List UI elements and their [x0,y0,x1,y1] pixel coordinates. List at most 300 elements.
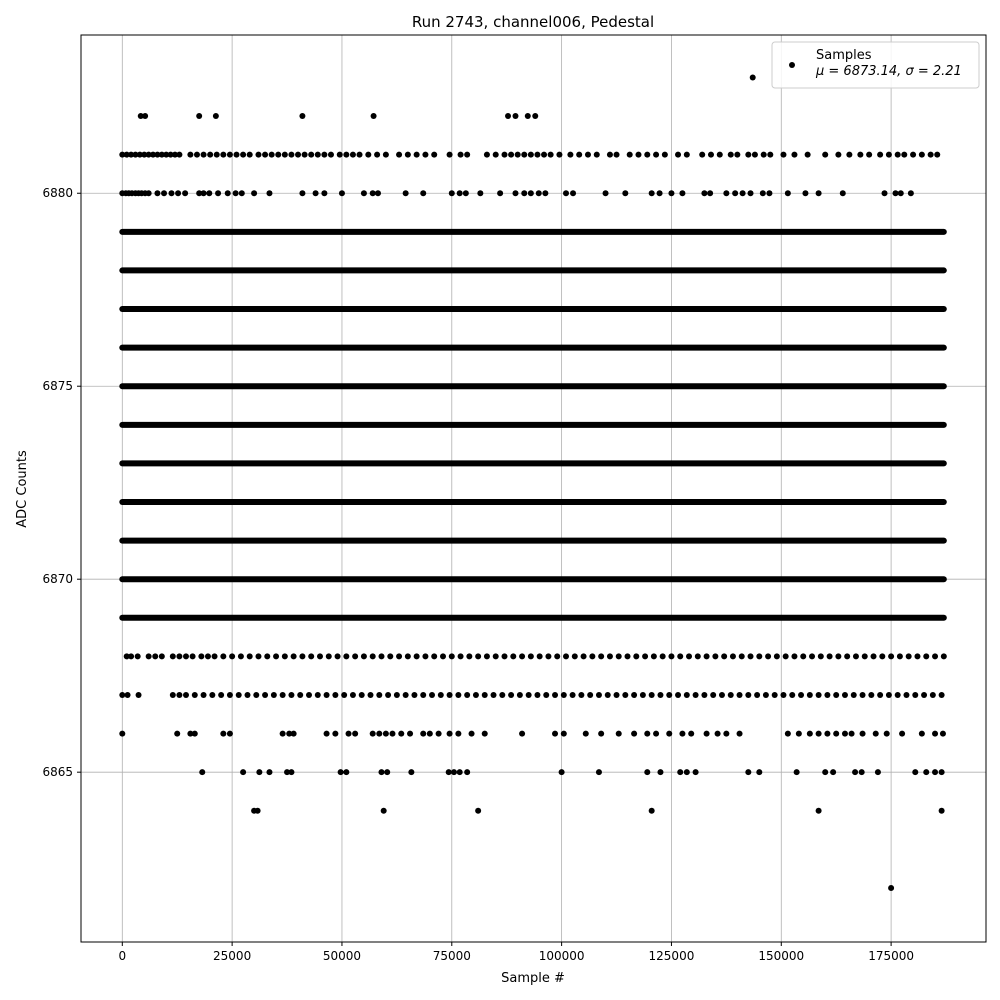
sample-point [884,731,890,737]
sample-point [581,653,587,659]
sample-point [704,653,710,659]
sample-point [921,692,927,698]
sample-point [752,152,758,158]
sample-point [192,731,198,737]
sample-point [234,152,240,158]
sample-point [561,692,567,698]
sample-point [818,653,824,659]
sample-point [475,653,481,659]
sample-point [783,653,789,659]
sample-point [328,152,334,158]
legend-stats-label: μ = 6873.14, σ = 2.21 [816,64,962,79]
sample-point [308,653,314,659]
sample-point [361,190,367,196]
sample-point [343,152,349,158]
sample-point [403,190,409,196]
sample-point [679,190,685,196]
sample-point [754,692,760,698]
sample-point [321,152,327,158]
sample-point [381,808,387,814]
x-tick-label: 175000 [868,949,915,963]
sample-point [701,692,707,698]
sample-point [407,731,413,737]
sample-point [375,190,381,196]
sample-point [859,769,865,775]
sample-point [374,152,380,158]
sample-point [383,152,389,158]
sample-point [447,152,453,158]
x-tick-label: 150000 [758,949,805,963]
sample-point [154,190,160,196]
sample-point [394,692,400,698]
sample-point [919,731,925,737]
sample-point [635,152,641,158]
sample-point [622,190,628,196]
sample-point [852,769,858,775]
sample-point [146,653,152,659]
sample-point [505,113,511,119]
sample-point [170,653,176,659]
sample-point [912,692,918,698]
sample-point [352,653,358,659]
sample-point [572,653,578,659]
sample-point [849,731,855,737]
sample-point [585,152,591,158]
sample-point [740,190,746,196]
sample-point [862,653,868,659]
sample-point [526,692,532,698]
sample-point [247,653,253,659]
sample-point [431,152,437,158]
sample-point [888,653,894,659]
sample-point [906,653,912,659]
sample-point [910,152,916,158]
sample-point [207,152,213,158]
sample-point [675,152,681,158]
sample-point [719,692,725,698]
sample-point [679,731,685,737]
sample-point [215,190,221,196]
sample-point [297,692,303,698]
sample-point [830,769,836,775]
legend-series-name: Samples [816,48,872,63]
sample-point [882,190,888,196]
sample-point [766,190,772,196]
sample-point [563,653,569,659]
sample-point [384,769,390,775]
sample-point [734,152,740,158]
sample-point [240,152,246,158]
sample-point [175,190,181,196]
sample-point [886,692,892,698]
sample-point [302,152,308,158]
sample-point [715,731,721,737]
sample-point [701,190,707,196]
sample-point [389,731,395,737]
sample-point [756,653,762,659]
y-tick-label: 6875 [42,379,73,394]
sample-point [220,152,226,158]
sample-point [264,653,270,659]
sample-point [939,692,945,698]
sample-point [791,653,797,659]
sample-point [370,653,376,659]
sample-point [853,653,859,659]
sample-point [214,152,220,158]
sample-point [229,653,235,659]
sample-point [737,731,743,737]
sample-point [199,769,205,775]
sample-point [371,113,377,119]
sample-point [785,190,791,196]
sample-point [842,692,848,698]
sample-point [607,653,613,659]
sample-point [631,731,637,737]
sample-point [723,190,729,196]
sample-point [809,653,815,659]
x-tick-label: 0 [118,949,127,963]
sample-point [346,731,352,737]
sample-point [800,653,806,659]
sample-point [898,190,904,196]
sample-point [288,769,294,775]
sample-point [475,808,481,814]
sample-point [119,692,125,698]
sample-point [238,653,244,659]
sample-point [239,190,245,196]
sample-point [721,653,727,659]
sample-point [554,653,560,659]
sample-point [262,152,268,158]
sample-point [378,653,384,659]
sample-point [877,152,883,158]
sample-point [833,692,839,698]
y-tick-label: 6880 [42,186,73,201]
sample-point [728,692,734,698]
sample-point [187,152,193,158]
sample-point [760,190,766,196]
sample-point [708,152,714,158]
sample-point [528,653,534,659]
sample-point [772,692,778,698]
sample-point [789,692,795,698]
sample-point [816,190,822,196]
sample-point [583,731,589,737]
sample-point [542,190,548,196]
sample-point [220,731,226,737]
sample-point [657,769,663,775]
sample-point [275,152,281,158]
sample-point [205,653,211,659]
sample-point [464,152,470,158]
y-axis-label: ADC Counts [15,450,30,528]
sample-point [651,653,657,659]
x-axis-label: Sample # [501,971,565,986]
sample-point [119,731,125,737]
sample-point [857,152,863,158]
sample-point [299,653,305,659]
sample-point [324,731,330,737]
sample-point [822,769,828,775]
sample-point [605,692,611,698]
sample-point [240,769,246,775]
sample-point [457,769,463,775]
sample-point [625,653,631,659]
sample-point [510,653,516,659]
sample-point [644,152,650,158]
sample-point [545,653,551,659]
sample-point [484,653,490,659]
sample-point [842,731,848,737]
sample-point [644,731,650,737]
sample-point [594,152,600,158]
sample-point [763,692,769,698]
sample-point [897,653,903,659]
sample-point [796,731,802,737]
sample-point [499,692,505,698]
sample-point [280,731,286,737]
sample-point [851,692,857,698]
sample-point [458,653,464,659]
sample-point [807,692,813,698]
sample-point [844,653,850,659]
sample-point [315,152,321,158]
sample-point [420,731,426,737]
sample-point [411,692,417,698]
sample-point [932,731,938,737]
sample-point [640,692,646,698]
sample-point [396,152,402,158]
sample-point [761,152,767,158]
sample-point [824,731,830,737]
sample-point [206,190,212,196]
sample-point [414,653,420,659]
sample-point [748,190,754,196]
sample-point [414,152,420,158]
sample-point [429,692,435,698]
sample-point [730,653,736,659]
sample-point [873,731,879,737]
sample-point [649,808,655,814]
sample-point [502,653,508,659]
sample-point [370,190,376,196]
legend-marker [789,62,795,68]
sample-point [477,190,483,196]
sample-point [159,653,165,659]
sample-point [282,152,288,158]
sample-point [802,190,808,196]
sample-point [192,692,198,698]
sample-point [737,692,743,698]
sample-point [282,653,288,659]
sample-point [860,731,866,737]
sample-point [306,692,312,698]
sample-point [326,653,332,659]
sample-point [482,692,488,698]
sample-point [631,692,637,698]
sample-point [930,692,936,698]
sample-point [343,653,349,659]
sample-point [436,731,442,737]
sample-point [717,152,723,158]
sample-point [512,113,518,119]
sample-point [840,190,846,196]
sample-point [750,74,756,80]
sample-point [398,731,404,737]
sample-point [519,653,525,659]
sample-point [677,653,683,659]
sample-point [932,653,938,659]
sample-point [627,152,633,158]
sample-point [871,653,877,659]
sample-point [688,731,694,737]
sample-point [262,692,268,698]
sample-point [567,152,573,158]
sample-point [365,152,371,158]
sample-point [170,692,176,698]
sample-point [484,152,490,158]
sample-point [255,808,261,814]
sample-point [493,653,499,659]
sample-point [616,653,622,659]
sample-point [653,731,659,737]
sample-point [644,769,650,775]
sample-point [291,653,297,659]
sample-point [534,152,540,158]
sample-point [198,653,204,659]
sample-point [939,808,945,814]
sample-point [745,692,751,698]
sample-point [227,152,233,158]
sample-point [176,692,182,698]
x-tick-label: 125000 [648,949,695,963]
sample-point [368,692,374,698]
sample-point [420,190,426,196]
sample-point [313,190,319,196]
sample-point [449,653,455,659]
sample-point [756,769,762,775]
sample-point [288,692,294,698]
sample-point [666,692,672,698]
sample-point [142,113,148,119]
sample-point [227,692,233,698]
sample-point [622,692,628,698]
sample-point [587,692,593,698]
sample-point [712,653,718,659]
sample-point [253,692,259,698]
sample-point [846,152,852,158]
sample-point [194,152,200,158]
sample-point [833,731,839,737]
sample-point [649,190,655,196]
sample-point [662,152,668,158]
sample-point [686,653,692,659]
sample-point [196,113,202,119]
sample-point [939,769,945,775]
sample-point [502,152,508,158]
sample-point [723,731,729,737]
sample-point [805,152,811,158]
sample-point [458,152,464,158]
sample-point [383,731,389,737]
sample-point [901,152,907,158]
sample-point [176,152,182,158]
sample-point [447,692,453,698]
sample-point [704,731,710,737]
sample-point [791,152,797,158]
sample-point [886,152,892,158]
sample-point [785,731,791,737]
sample-point [767,152,773,158]
sample-point [440,653,446,659]
sample-point [269,152,275,158]
sample-point [739,653,745,659]
y-tick-label: 6865 [42,765,73,780]
sample-point [405,653,411,659]
sample-point [337,152,343,158]
sample-point [521,190,527,196]
sample-point [666,731,672,737]
sample-point [903,692,909,698]
sample-point [677,769,683,775]
sample-point [212,653,218,659]
sample-point [266,769,272,775]
sample-point [341,692,347,698]
sample-point [233,190,239,196]
sample-point [541,152,547,158]
sample-point [827,653,833,659]
sample-point [868,692,874,698]
sample-point [780,152,786,158]
sample-point [408,769,414,775]
sample-point [816,692,822,698]
x-tick-label: 50000 [322,949,362,963]
sample-point [693,769,699,775]
sample-point [614,152,620,158]
sample-point [146,190,152,196]
sample-point [218,692,224,698]
sample-point [561,731,567,737]
sample-point [860,692,866,698]
sample-point [824,692,830,698]
sample-point [427,731,433,737]
sample-point [508,152,514,158]
sample-point [152,653,158,659]
sample-point [299,190,305,196]
sample-point [396,653,402,659]
sample-point [657,190,663,196]
sample-point [537,653,543,659]
sample-point [455,692,461,698]
sample-point [255,653,261,659]
sample-point [387,653,393,659]
sample-point [653,152,659,158]
sample-point [521,152,527,158]
sample-point [932,769,938,775]
sample-point [684,769,690,775]
sample-point [816,731,822,737]
sample-point [385,692,391,698]
sample-point [908,190,914,196]
sample-point [209,692,215,698]
sample-point [660,653,666,659]
sample-point [532,113,538,119]
sample-point [912,769,918,775]
sample-point [508,692,514,698]
sample-point [357,152,363,158]
sample-point [899,731,905,737]
sample-point [923,769,929,775]
